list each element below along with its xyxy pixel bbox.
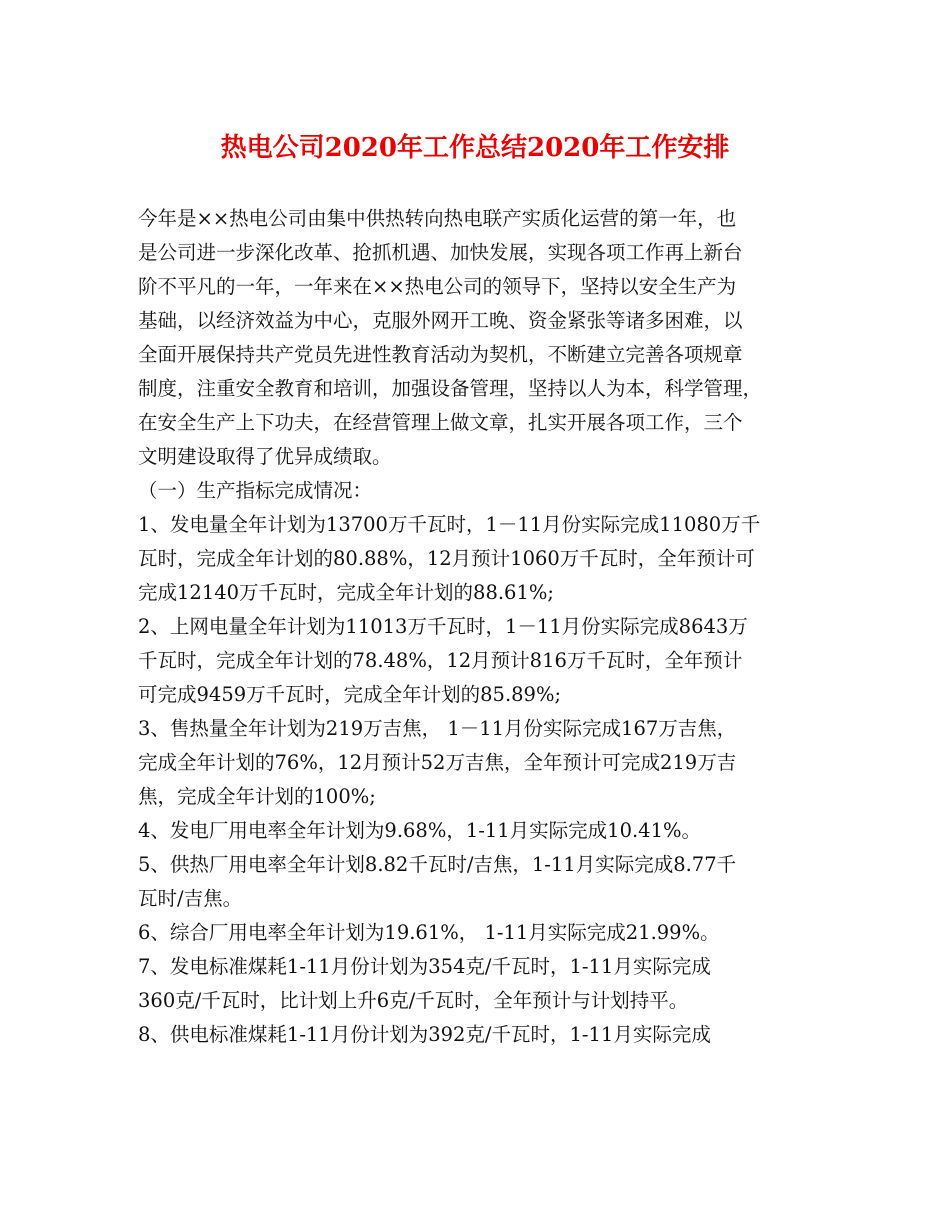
document-title: 热电公司2020年工作总结2020年工作安排 (220, 133, 730, 163)
paragraph-line: 7、发电标准煤耗1-11月份计划为354克/千瓦时，1-11月实际完成 (138, 955, 711, 978)
paragraph-line: 瓦时，完成全年计划的80.88%，12月预计1060万千瓦时，全年预计可 (138, 547, 755, 570)
paragraph-line: 3、售热量全年计划为219万吉焦， 1－11月份实际完成167万吉焦， (138, 717, 737, 740)
document-body (138, 202, 818, 1052)
paragraph-line: 8、供电标准煤耗1-11月份计划为392克/千瓦时，1-11月实际完成 (138, 1023, 711, 1046)
paragraph-line: 瓦时/吉焦。 (138, 887, 243, 910)
paragraph-line: 阶不平凡的一年，一年来在××热电公司的领导下，坚持以安全生产为 (138, 275, 737, 298)
paragraph-line: 在安全生产上下功夫，在经营管理上做文章，扎实开展各项工作，三个 (138, 411, 743, 434)
paragraph-line: 6、综合厂用电率全年计划为19.61%， 1-11月实际完成21.99%。 (138, 921, 720, 944)
paragraph-line: 完成全年计划的76%，12月预计52万吉焦，全年预计可完成219万吉 (138, 751, 737, 774)
paragraph-line: 今年是××热电公司由集中供热转向热电联产实质化运营的第一年，也 (138, 207, 737, 230)
paragraph-line: （一）生产指标完成情况： (138, 479, 373, 502)
paragraph-line: 可完成9459万千瓦时，完成全年计划的85.89%; (138, 683, 562, 706)
paragraph-line: 文明建设取得了优异成绩取。 (138, 445, 392, 468)
paragraph-line: 千瓦时，完成全年计划的78.48%，12月预计816万千瓦时，全年预计 (138, 649, 743, 672)
paragraph-line: 4、发电厂用电率全年计划为9.68%，1-11月实际完成10.41%。 (138, 819, 702, 842)
paragraph-line: 1、发电量全年计划为13700万千瓦时，1－11月份实际完成11080万千 (138, 513, 761, 536)
paragraph-line: 360克/千瓦时，比计划上升6克/千瓦时，全年预计与计划持平。 (138, 989, 689, 1012)
paragraph-line: 基础，以经济效益为中心，克服外网开工晚、资金紧张等诸多困难，以 (138, 309, 743, 332)
paragraph-line: 5、供热厂用电率全年计划8.82千瓦时/吉焦，1-11月实际完成8.77千 (138, 853, 737, 876)
paragraph-line: 是公司进一步深化改革、抢抓机遇、加快发展，实现各项工作再上新台 (138, 241, 743, 264)
paragraph-line: 制度，注重安全教育和培训，加强设备管理，坚持以人为本，科学管理， (138, 377, 763, 400)
paragraph-line: 2、上网电量全年计划为11013万千瓦时，1－11月份实际完成8643万 (138, 615, 748, 638)
paragraph-line: 全面开展保持共产党员先进性教育活动为契机，不断建立完善各项规章 (138, 343, 743, 366)
paragraph-line: 焦，完成全年计划的100%; (138, 785, 376, 808)
paragraph-line: 完成12140万千瓦时，完成全年计划的88.61%; (138, 581, 554, 604)
